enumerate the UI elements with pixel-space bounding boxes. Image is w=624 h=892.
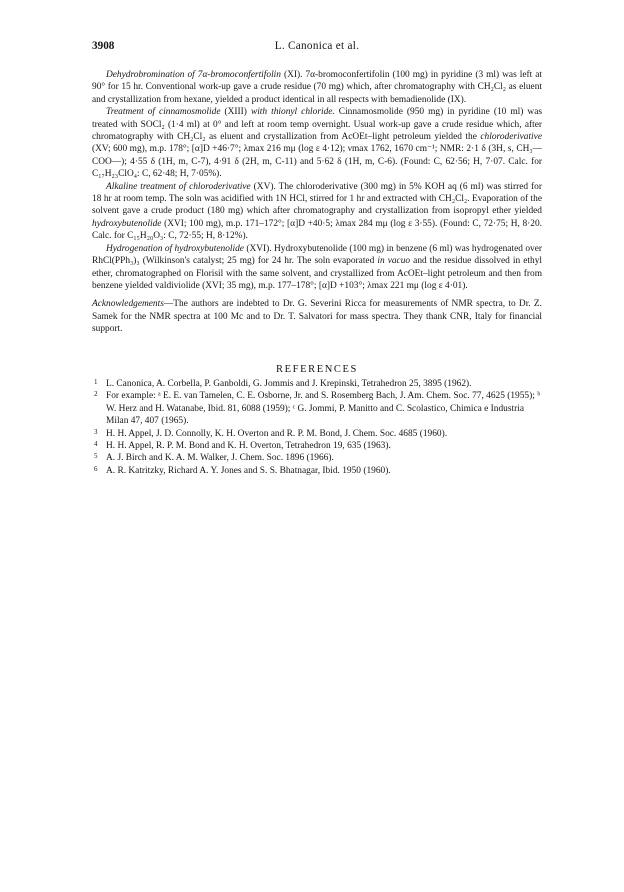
paragraph-hydrogenation bbox=[92, 243, 542, 293]
references-heading: REFERENCES bbox=[276, 364, 358, 375]
paragraph-cinnamosmolide bbox=[92, 106, 542, 180]
compound-ref: (XIII) bbox=[220, 107, 251, 118]
article-body bbox=[92, 69, 542, 336]
paragraph-text-cont: (XVI; 100 mg), m.p. 171–172°; [α]D +40·5; λmax 284 mμ (log ε 3·55). (Found: C, 72·75; H, 8·20. Calc. for C₁₅H₂₀O₃: C, 72·55; H, 8·12%). bbox=[92, 218, 542, 242]
reference-text: A. J. Birch and K. A. M. Walker, J. Chem. Soc. 1896 (1966). bbox=[106, 453, 334, 464]
reference-number: 2 bbox=[94, 390, 98, 399]
references-list bbox=[92, 378, 542, 477]
running-head: L. Canonica et al. bbox=[274, 40, 360, 52]
reference-text: L. Canonica, A. Corbella, P. Ganboldi, G. Jommis and J. Krepinski, Tetrahedron 25, 3895 (1962). bbox=[106, 379, 472, 389]
page-number: 3908 bbox=[92, 40, 115, 52]
reference-item bbox=[92, 465, 542, 477]
reference-text: H. H. Appel, J. D. Connolly, K. H. Overton and R. P. M. Bond, J. Chem. Soc. 4685 (1960). bbox=[106, 428, 448, 439]
paragraph-text: Cinnamosmolide (950 mg) in pyridine (10 ml) was treated with SOCl₂ (1·4 ml) at 0° and left at room temp overnight. Usual work-up gave a crude residue which, after chromatography with CH₂Cl₂ as eluent and crystallization from AcOEt–light petroleum yielded the bbox=[92, 107, 542, 143]
acknowledgements-text: —The authors are indebted to Dr. G. Severini Ricca for measurements of NMR spectra, to Dr. Z. Samek for the NMR spectra at 100 Mc and to Dr. T. Salvatori for mass spectra. They thank CNR, Italy for financial support. bbox=[92, 299, 542, 335]
paragraph-title-cont: with thionyl chloride. bbox=[250, 107, 335, 118]
paragraph-text: (XI). 7α-bromoconfertifolin (100 mg) in pyridine (3 ml) was left at 90° for 15 hr. Conventional work-up gave a crude residue (70 mg) which, after chromatography with CH₂Cl₂ as eluent and crystallization from hexane, yielded a product identical in all respects with bemadienolide (IX). bbox=[92, 70, 542, 105]
reference-text: A. R. Katritzky, Richard A. Y. Jones and S. S. Bhatnagar, Ibid. 1950 (1960). bbox=[106, 465, 391, 476]
paragraph-text-cont: (XV; 600 mg), m.p. 178°; [α]D +46·7°; λmax 216 mμ (log ε 4·12); νmax 1762, 1670 cm⁻¹; NMR: 2·1 δ (3H, s, CH₃—COO—); 4·55 δ (1H, m, C-7), 4·91 δ (2H, m, C-11) and 5·62 δ (1H, m, C-6). (Found: C, 62·56; H, 7·07. Calc. for C₁₇H₂₃ClO₄: C, 62·48; H, 7·05%). bbox=[92, 144, 542, 180]
reference-item bbox=[92, 440, 542, 452]
reference-number: 6 bbox=[94, 464, 98, 473]
reference-text: H. H. Appel, R. P. M. Bond and K. H. Overton, Tetrahedron 19, 635 (1963). bbox=[106, 441, 391, 452]
paragraph-title: Alkaline treatment of chloroderivative bbox=[106, 181, 251, 192]
reference-number: 5 bbox=[94, 452, 98, 461]
term-chloroderivative: chloroderivative bbox=[480, 132, 542, 143]
paragraph-alkaline-treatment bbox=[92, 181, 542, 243]
paragraph-text: (XV). The chloroderivative (300 mg) in 5% KOH aq (6 ml) was stirred for 18 hr at room temp. The soln was acidified with 1N HCl, stirred for 1 hr and extracted with CH₂Cl₂. Evaporation of the solvent gave a crude product (180 mg) which after chromatography and crystallization from isopropyl ether yielded bbox=[92, 181, 542, 217]
paragraph-dehydrobromination bbox=[92, 69, 542, 106]
reference-item bbox=[92, 452, 542, 464]
reference-item bbox=[92, 390, 542, 427]
reference-item bbox=[92, 428, 542, 440]
paragraph-title: Dehydrobromination of 7α-bromoconfertifolin bbox=[106, 70, 281, 80]
reference-number: 3 bbox=[94, 427, 98, 436]
reference-number: 4 bbox=[94, 440, 98, 449]
reference-item bbox=[92, 378, 542, 390]
acknowledgements bbox=[92, 298, 542, 335]
paragraph-text: (XVI). Hydroxybutenolide (100 mg) in benzene (6 ml) was hydrogenated over RhCl(PPh₃)₃ (Wilkinson's catalyst; 25 mg) for 24 hr. The soln evaporated bbox=[92, 243, 542, 267]
paragraph-text-cont: and the residue dissolved in ethyl ether, chromatographed on Florisil with the same solvent, and crystallized from AcOEt–light petroleum and then from benzene yielded valdiviolide (XVI; 35 mg), m.p. 177–178°; [α]D +103°; λmax 221 mμ (log ε 4·01). bbox=[92, 256, 542, 291]
acknowledgements-title: Acknowledgements bbox=[92, 299, 164, 310]
paragraph-title: Hydrogenation of hydroxybutenolide bbox=[106, 243, 244, 254]
reference-number: 1 bbox=[94, 378, 98, 386]
term-hydroxybutenolide: hydroxybutenolide bbox=[92, 218, 162, 229]
reference-text: For example: ᵃ E. E. van Tamelen, C. E. Osborne, Jr. and S. Rosemberg Bach, J. Am. Chem. Soc. 77, 4625 (1955); ᵇ W. Herz and H. Watanabe, Ibid. 81, 6088 (1959); ᶜ G. Jommi, P. Manitto and C. Scolastico, Chimica e Industria Milan 47, 407 (1965). bbox=[106, 391, 541, 427]
page-header bbox=[92, 40, 542, 56]
term-in-vacuo: in vacuo bbox=[377, 256, 411, 267]
paragraph-title: Treatment of cinnamosmolide bbox=[106, 107, 221, 118]
